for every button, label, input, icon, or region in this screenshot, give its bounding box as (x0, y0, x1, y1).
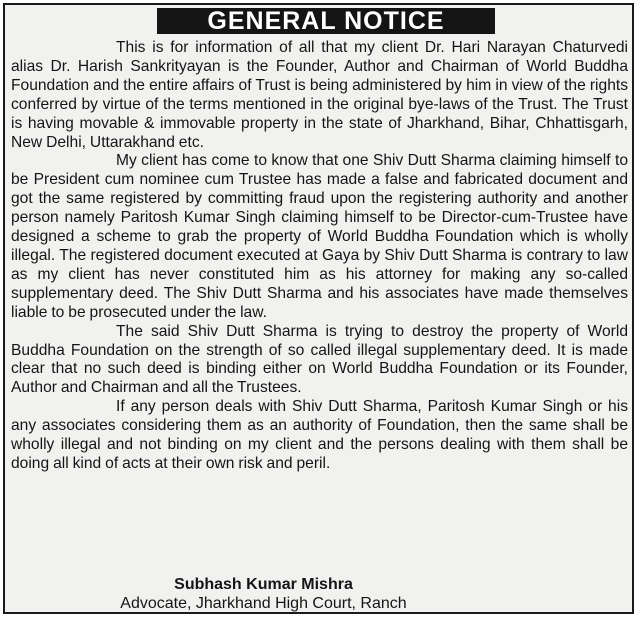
signatory-name: Subhash Kumar Mishra (174, 576, 353, 593)
paragraph-supplementary-deed: The said Shiv Dutt Sharma is trying to destroy the property of World Buddha Foundation on the strength of so called illegal supplementary deed. It is made clear that no such deed is binding either on World Buddha Foundation or its Founder, Author and Chairman and all the Trustees. (11, 322, 628, 397)
signature-block (5, 575, 632, 613)
signatory-title: Advocate, Jharkhand High Court, Ranch (120, 595, 407, 612)
paragraph-information: This is for information of all that my client Dr. Hari Narayan Chaturvedi alias Dr. Harish Sankrityayan is the Founder, Author and Chairman of World Buddha Foundation and the entire affairs of Trust is being administered by him in view of the rights conferred by virtue of the terms mentioned in the original bye-laws of the Trust. The Trust is having movable & immovable property in the state of Jharkhand, Bihar, Chhattisgarh, New Delhi, Uttarakhand etc. (11, 39, 628, 151)
paragraph-warning: If any person deals with Shiv Dutt Sharma, Paritosh Kumar Singh or his any associates considering them as an authority of Foundation, then the same shall be wholly illegal and not binding on my client and the persons dealing with them shall be doing all kind of acts at their own risk and peril. (11, 398, 628, 472)
general-notice (3, 3, 634, 614)
notice-body (11, 39, 628, 474)
paragraph-fraud-claim: My client has come to know that one Shiv Dutt Sharma claiming himself to be President cum nominee cum Trustee has made a false and fabricated document and got the same registered by committing fraud upon the registering authority and another person namely Paritosh Kumar Singh claiming himself to be Director-cum-Trustee have designed a scheme to grab the property of World Buddha Foundation which is wholly illegal. The registered document executed at Gaya by Shiv Dutt Sharma is contrary to law as my client has never constituted him as his attorney for making any so-called supplementary deed. The Shiv Dutt Sharma and his associates have made themselves liable to be prosecuted under the law. (11, 152, 628, 321)
notice-title: GENERAL NOTICE (157, 8, 495, 34)
